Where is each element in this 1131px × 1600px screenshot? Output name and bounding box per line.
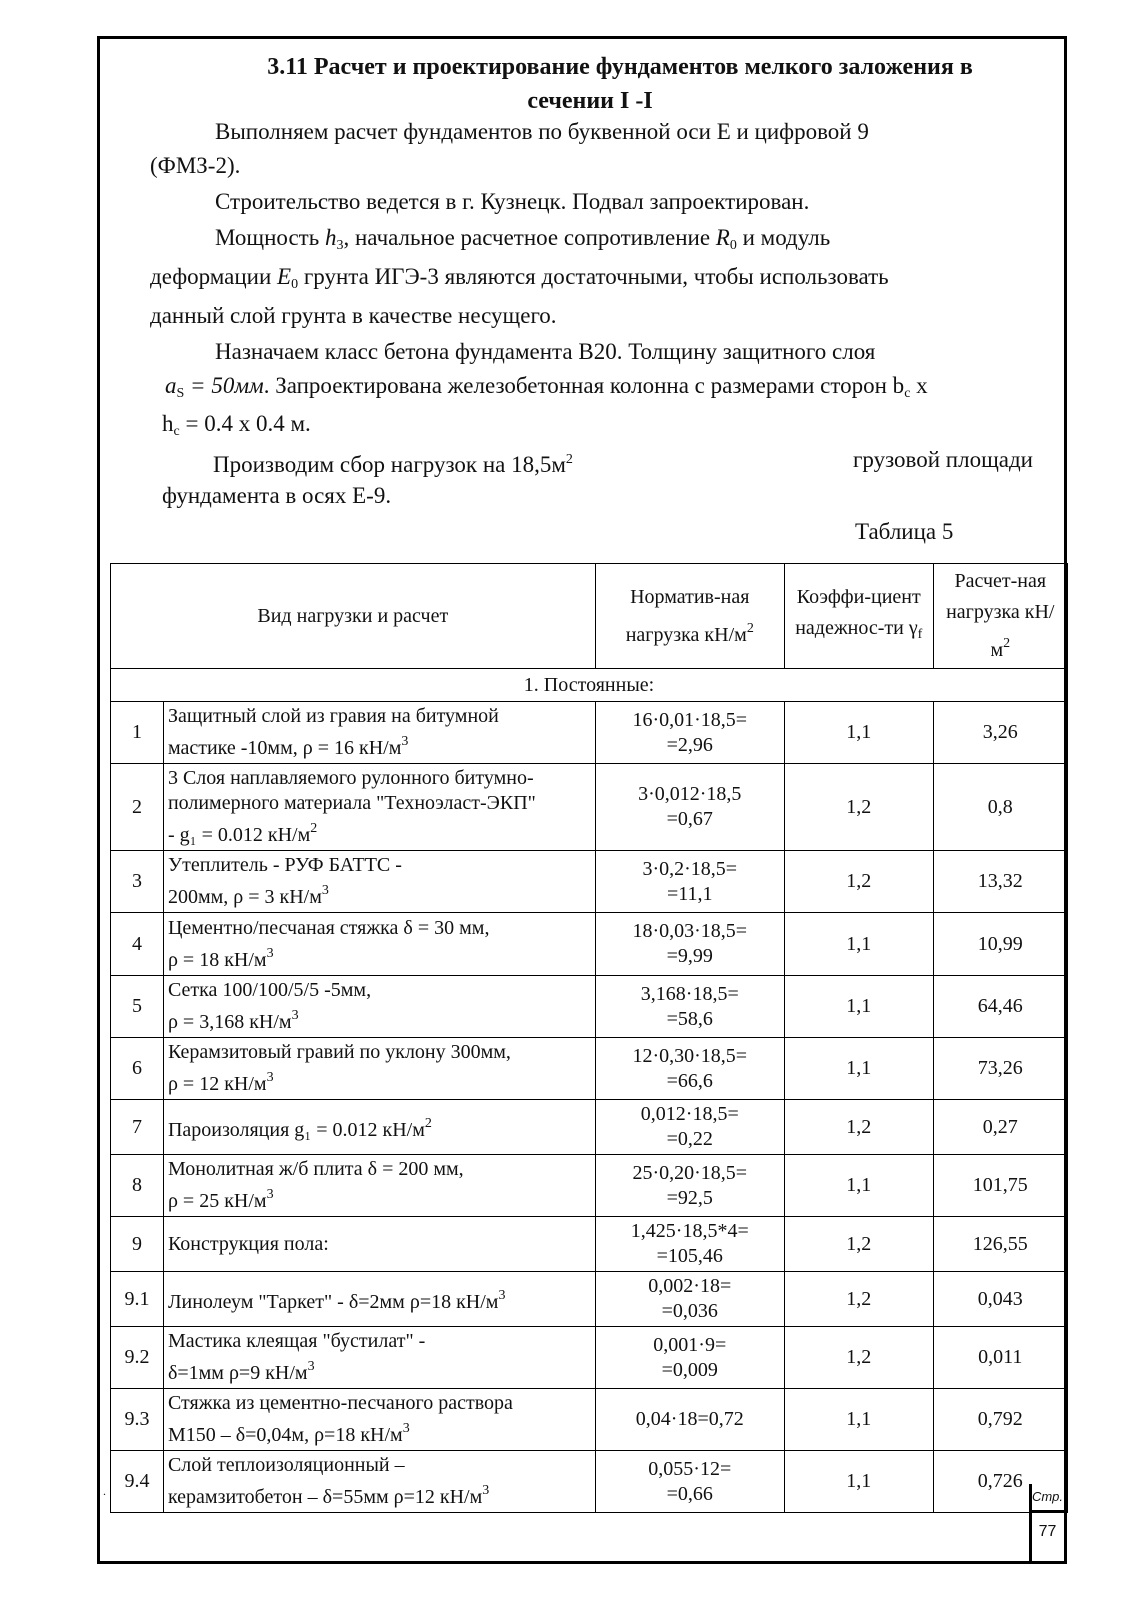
row-design-load: 0,792 <box>933 1389 1067 1451</box>
normative-line: 0,001·9= <box>653 1333 727 1356</box>
section-heading <box>150 50 1030 118</box>
section-row <box>111 669 1068 702</box>
row-design-load: 0,011 <box>933 1327 1067 1389</box>
row-number-text: 2 <box>131 795 142 818</box>
row-design-load: 101,75 <box>933 1155 1067 1217</box>
row-description <box>163 1155 595 1217</box>
row-description <box>163 764 595 851</box>
desc-line-sup: 2 <box>424 1116 432 1131</box>
row-description <box>163 1451 595 1513</box>
header-coefficient-text: Коэффи-циент надежнос-ти γ <box>795 586 921 639</box>
normative-line: =0,009 <box>661 1358 718 1381</box>
table-caption: Таблица 5 <box>855 519 954 544</box>
p4-prefix: деформации <box>150 264 272 289</box>
row-description <box>163 851 595 913</box>
table-row <box>111 1389 1068 1451</box>
header-normative <box>595 564 784 669</box>
row-number-text: 8 <box>131 1174 142 1196</box>
normative-line: =11,1 <box>667 882 713 905</box>
p3-prefix: Мощность <box>215 225 320 250</box>
row-normative <box>595 1217 784 1272</box>
desc-line-text: ρ = 25 кН/м <box>167 1190 267 1212</box>
desc-line-sup: 3 <box>307 1359 315 1374</box>
row-number-text: 9.2 <box>124 1346 150 1368</box>
p8-hc-sub: c <box>173 424 180 439</box>
p7-x: х <box>910 373 928 398</box>
row-normative <box>595 1100 784 1155</box>
p9-sup: 2 <box>565 452 573 467</box>
row-normative <box>595 1327 784 1389</box>
row-design-load: 3,26 <box>933 702 1067 764</box>
row-description <box>163 1327 595 1389</box>
row-coefficient: 1,2 <box>784 1272 933 1327</box>
normative-line: 0,055·12= <box>648 1457 732 1480</box>
desc-line-sup: 3 <box>482 1483 490 1498</box>
normative-line: =58,6 <box>666 1007 713 1030</box>
row-number <box>111 1451 164 1513</box>
symbol-as: a <box>165 373 177 398</box>
row-number <box>111 1155 164 1217</box>
desc-line <box>168 1157 591 1182</box>
desc-line <box>168 916 591 941</box>
row-design-load: 64,46 <box>933 976 1067 1038</box>
row-normative <box>595 913 784 976</box>
row-number <box>111 1389 164 1451</box>
header-coefficient <box>784 564 933 669</box>
row-design-load: 73,26 <box>933 1038 1067 1100</box>
header-design-sup: 2 <box>1003 636 1011 651</box>
row-number <box>111 851 164 913</box>
paragraph-10: фундамента в осях Е-9. <box>162 483 392 508</box>
table-row <box>111 1272 1068 1327</box>
row-description <box>163 1217 595 1272</box>
stamp-label: Стр. <box>1031 1484 1064 1512</box>
p9-end: грузовой площади <box>852 447 1033 472</box>
desc-line <box>168 1453 591 1478</box>
normative-line: 25·0,20·18,5= <box>632 1161 748 1184</box>
normative-line: 3·0,012·18,5 <box>638 783 742 805</box>
desc-line <box>168 878 591 910</box>
symbol-e0-sub: 0 <box>291 277 299 292</box>
desc-line-text: Сетка 100/100/5/5 -5мм, <box>167 979 372 1001</box>
normative-line: =0,66 <box>666 1482 713 1505</box>
normative-line: 0,002·18= <box>648 1275 732 1297</box>
paragraph-4 <box>150 263 1030 299</box>
desc-line <box>168 816 591 848</box>
normative-line: =0,22 <box>666 1128 713 1150</box>
p4-end: грунта ИГЭ-3 являются достаточными, чтобы использовать <box>303 264 889 289</box>
desc-line <box>168 1111 591 1143</box>
p9-text: Производим сбор нагрузок на 18,5м <box>213 452 566 477</box>
row-number-text: 9.4 <box>124 1470 150 1492</box>
desc-line-text: ρ = 18 кН/м <box>167 948 267 971</box>
row-number-text: 6 <box>131 1057 142 1079</box>
desc-line-text: ρ = 3,168 кН/м <box>167 1011 292 1033</box>
header-coefficient-sub: f <box>917 627 923 642</box>
row-number <box>111 764 164 851</box>
row-design-load: 0,27 <box>933 1100 1067 1155</box>
symbol-r0-sub: 0 <box>729 238 737 253</box>
normative-line: =9,99 <box>666 945 713 967</box>
desc-line <box>168 1232 591 1257</box>
p3-end: и модуль <box>742 225 831 250</box>
desc-line-sup: 2 <box>310 821 318 836</box>
page-number: 77 <box>1038 1523 1057 1540</box>
table-row <box>111 764 1068 851</box>
desc-line-text: Слой теплоизоляционный – <box>167 1454 405 1476</box>
desc-line <box>168 704 591 729</box>
header-design <box>933 564 1067 669</box>
normative-line: 1,425·18,5*4= <box>630 1220 749 1242</box>
table-row <box>111 702 1068 764</box>
row-coefficient: 1,1 <box>784 1155 933 1217</box>
row-normative <box>595 702 784 764</box>
desc-line <box>168 853 591 878</box>
row-coefficient: 1,1 <box>784 1038 933 1100</box>
table-row <box>111 1217 1068 1272</box>
row-description <box>163 1038 595 1100</box>
desc-line-sup: 3 <box>291 1008 299 1023</box>
row-normative <box>595 1389 784 1451</box>
p8-text: = 0.4 х 0.4 м. <box>179 411 311 436</box>
row-description <box>163 702 595 764</box>
row-number <box>111 1327 164 1389</box>
row-design-load: 126,55 <box>933 1217 1067 1272</box>
section-constant: 1. Постоянные: <box>111 669 1068 702</box>
row-coefficient: 1,1 <box>784 1389 933 1451</box>
row-normative <box>595 1038 784 1100</box>
row-design-load: 10,99 <box>933 913 1067 976</box>
desc-line <box>168 766 591 791</box>
desc-line-text: Пароизоляция g₁ = 0.012 кН/м <box>167 1119 425 1141</box>
row-coefficient: 1,2 <box>784 1100 933 1155</box>
desc-line-text: ρ = 12 кН/м <box>167 1073 267 1095</box>
row-description <box>163 976 595 1038</box>
row-description <box>163 1100 595 1155</box>
p8-h: h <box>162 411 174 436</box>
row-design-load: 0,043 <box>933 1272 1067 1327</box>
desc-line-text: - g₁ = 0.012 кН/м <box>167 824 311 846</box>
table-row <box>111 851 1068 913</box>
normative-line: =105,46 <box>656 1245 723 1267</box>
desc-line <box>168 1391 591 1416</box>
paragraph-1 <box>150 118 1095 146</box>
row-coefficient: 1,2 <box>784 1217 933 1272</box>
p7-bc-sub: c <box>904 386 911 401</box>
symbol-r0: R <box>715 225 730 250</box>
desc-line-text: керамзитобетон – δ=55мм ρ=12 кН/м <box>167 1486 483 1508</box>
table-row <box>111 1155 1068 1217</box>
desc-line-text: Конструкция пола: <box>167 1232 329 1255</box>
table-row <box>111 1038 1068 1100</box>
desc-line-text: 3 Слоя наплавляемого рулонного битумно- <box>167 767 534 789</box>
desc-line-text: полимерного материала "Техноэласт-ЭКП" <box>167 792 536 814</box>
table-header-row <box>111 564 1068 669</box>
row-number <box>111 702 164 764</box>
paragraph-9 <box>213 446 1033 479</box>
desc-line-sup: 3 <box>498 1288 506 1303</box>
desc-line-sup: 3 <box>401 734 409 749</box>
desc-line-text: М150 – δ=0,04м, ρ=18 кН/м <box>167 1424 403 1446</box>
row-number-text: 9.1 <box>124 1287 150 1310</box>
normative-line: =0,036 <box>661 1300 718 1322</box>
normative-line: =2,96 <box>666 733 713 756</box>
p7-text: . Запроектирована железобетонная колонна с размерами сторон b <box>263 373 905 398</box>
row-coefficient: 1,1 <box>784 1451 933 1513</box>
row-number <box>111 1272 164 1327</box>
row-coefficient: 1,1 <box>784 976 933 1038</box>
normative-line: =66,6 <box>666 1069 713 1092</box>
loads-table <box>110 563 1068 1513</box>
normative-line: =92,5 <box>666 1186 713 1209</box>
header-normative-sup: 2 <box>746 620 754 636</box>
row-design-load: 0,726 <box>933 1451 1067 1513</box>
paragraph-1-text: Выполняем расчет фундаментов по буквенной оси Е и цифровой 9 <box>215 119 869 144</box>
row-number <box>111 976 164 1038</box>
row-design-load: 0,8 <box>933 764 1067 851</box>
desc-line-sup: 3 <box>402 1421 410 1436</box>
row-number-text: 9 <box>131 1232 142 1255</box>
desc-line-text: δ=1мм ρ=9 кН/м <box>167 1362 308 1384</box>
desc-line-text: мастике -10мм, ρ = 16 кН/м <box>167 737 402 759</box>
row-number <box>111 1217 164 1272</box>
normative-line: 16·0,01·18,5= <box>632 708 748 731</box>
row-normative <box>595 976 784 1038</box>
cover-thickness: = 50мм <box>190 373 264 398</box>
header-load-type: Вид нагрузки и расчет <box>111 564 596 669</box>
heading-line-2: сечении I -I <box>527 88 653 114</box>
desc-line <box>168 791 591 816</box>
desc-line <box>168 1329 591 1354</box>
table-row <box>111 1100 1068 1155</box>
row-description <box>163 913 595 976</box>
desc-line-sup: 3 <box>266 945 274 961</box>
row-coefficient: 1,2 <box>784 1327 933 1389</box>
desc-line <box>168 1040 591 1065</box>
desc-line-sup: 3 <box>266 1070 274 1085</box>
desc-line <box>168 1478 591 1510</box>
paragraph-6: Назначаем класс бетона фундамента В20. Толщину защитного слоя <box>215 339 876 364</box>
row-normative <box>595 851 784 913</box>
desc-line-text: Монолитная ж/б плита δ = 200 мм, <box>167 1158 464 1180</box>
table-row <box>111 1451 1068 1513</box>
symbol-h3-sub: 3 <box>336 238 344 253</box>
desc-line-text: Защитный слой из гравия на битумной <box>167 705 499 727</box>
p3-middle: , начальное расчетное сопротивление <box>343 225 711 250</box>
desc-line <box>168 978 591 1003</box>
table-row <box>111 976 1068 1038</box>
row-number-text: 7 <box>131 1115 142 1138</box>
header-design-text: Расчет-ная нагрузка кН/м <box>946 570 1055 661</box>
row-number <box>111 1100 164 1155</box>
row-description <box>163 1389 595 1451</box>
symbol-e0: E <box>277 264 292 289</box>
desc-line <box>168 1283 591 1315</box>
row-number <box>111 1038 164 1100</box>
row-description <box>163 1272 595 1327</box>
header-normative-text: Норматив-ная нагрузка кН/м <box>625 585 750 646</box>
normative-line: 18·0,03·18,5= <box>632 920 748 942</box>
desc-line <box>168 941 591 973</box>
desc-line-sup: 3 <box>266 1187 274 1202</box>
symbol-h3: h <box>324 225 337 250</box>
row-coefficient: 1,2 <box>784 764 933 851</box>
row-normative <box>595 764 784 851</box>
desc-line-text: Цементно/песчаная стяжка δ = 30 мм, <box>167 916 490 939</box>
normative-line: 3,168·18,5= <box>640 982 739 1005</box>
normative-line: 0,04·18=0,72 <box>635 1408 744 1430</box>
table-body <box>111 702 1068 1513</box>
row-normative <box>595 1155 784 1217</box>
row-number-text: 3 <box>131 870 142 892</box>
desc-line-text: Керамзитовый гравий по уклону 300мм, <box>167 1041 511 1063</box>
desc-line-sup: 3 <box>321 883 329 898</box>
row-coefficient: 1,1 <box>784 913 933 976</box>
normative-line: 12·0,30·18,5= <box>632 1044 748 1067</box>
row-normative <box>595 1451 784 1513</box>
normative-line: 3·0,2·18,5= <box>642 857 738 880</box>
normative-line: 0,012·18,5= <box>640 1103 739 1125</box>
row-number-text: 5 <box>131 995 142 1017</box>
row-number-text: 1 <box>131 721 142 743</box>
paragraph-1-cont: (ФМЗ-2). <box>150 153 241 178</box>
desc-line <box>168 1416 591 1448</box>
desc-line-text: Утеплитель - РУФ БАТТС - <box>167 854 402 876</box>
row-number-text: 9.3 <box>124 1408 150 1430</box>
paragraph-8 <box>162 410 311 446</box>
row-coefficient: 1,1 <box>784 702 933 764</box>
desc-line-text: Мастика клеящая "бустилат" - <box>167 1330 426 1352</box>
heading-line-1: 3.11 Расчет и проектирование фундаментов мелкого заложения в <box>267 54 973 80</box>
desc-line <box>168 1065 591 1097</box>
row-number <box>111 913 164 976</box>
table-row <box>111 913 1068 976</box>
desc-line-text: 200мм, ρ = 3 кН/м <box>167 886 322 908</box>
paragraph-2: Строительство ведется в г. Кузнецк. Подвал запроектирован. <box>215 189 810 214</box>
desc-line <box>168 729 591 761</box>
row-coefficient: 1,2 <box>784 851 933 913</box>
desc-line-text: Стяжка из цементно-песчаного раствора <box>167 1392 513 1414</box>
row-normative <box>595 1272 784 1327</box>
stray-mark: . <box>103 1484 106 1498</box>
normative-line: =0,67 <box>666 808 713 830</box>
symbol-as-sub: S <box>176 386 185 401</box>
paragraph-7 <box>165 372 1045 408</box>
desc-line-text: Линолеум "Таркет" - δ=2мм ρ=18 кН/м <box>167 1291 499 1313</box>
table-row <box>111 1327 1068 1389</box>
row-number-text: 4 <box>131 932 142 955</box>
paragraph-3 <box>150 224 1095 260</box>
row-design-load: 13,32 <box>933 851 1067 913</box>
desc-line <box>168 1003 591 1035</box>
desc-line <box>168 1354 591 1386</box>
desc-line <box>168 1182 591 1214</box>
paragraph-5: данный слой грунта в качестве несущего. <box>150 303 557 328</box>
